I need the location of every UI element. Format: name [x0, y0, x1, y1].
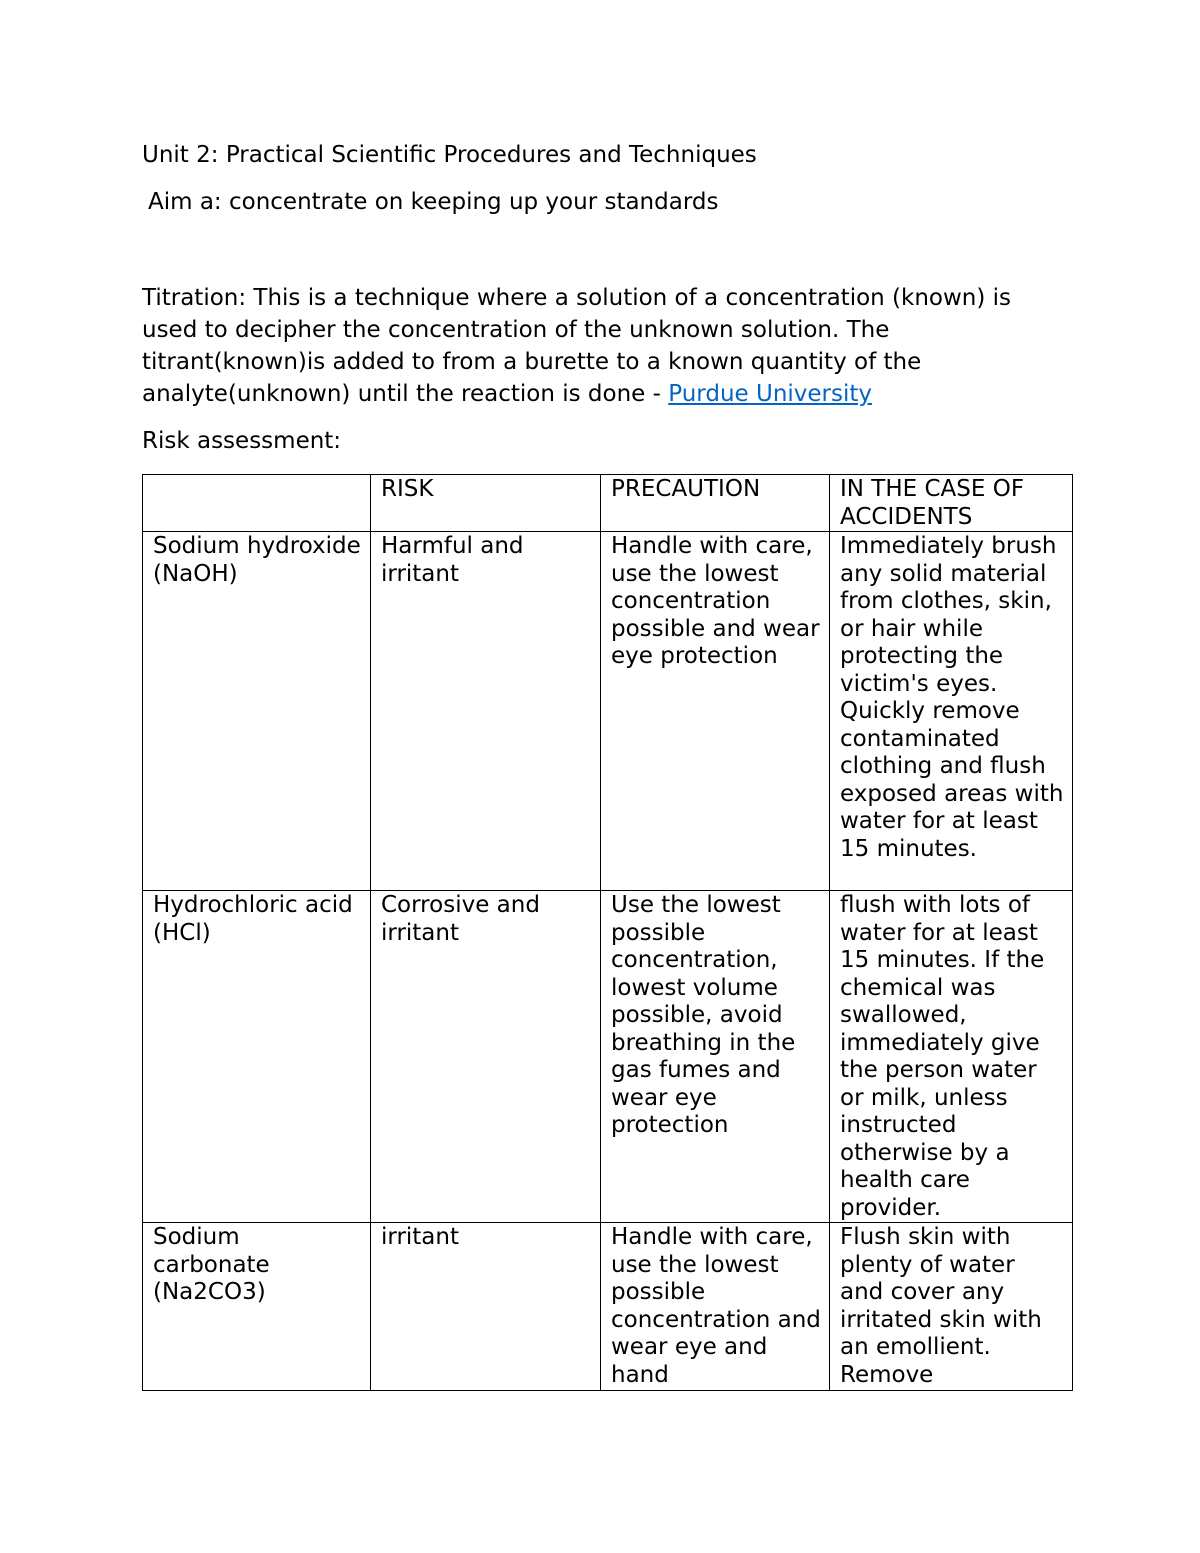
table-row: [143, 532, 1073, 891]
table-row: [143, 891, 1073, 1223]
aim-line: Aim a: concentrate on keeping up your standards: [148, 189, 719, 215]
risk-cell: [371, 1223, 601, 1391]
accident-cell: [830, 1223, 1073, 1391]
risk-cell: Harmful and irritant: [371, 532, 601, 891]
substance-cell: Hydrochloric acid (HCl): [143, 891, 371, 1223]
purdue-university-link[interactable]: Purdue University: [668, 381, 873, 407]
header-cell-risk: RISK: [371, 475, 601, 532]
substance-text: Sodium carbonate (Na2CO3): [153, 1224, 270, 1305]
header-cell-blank: [143, 475, 371, 532]
accident-cell: flush with lots of water for at least 15 minutes. If the chemical was swallowed, immediately give the person water or milk, unless instructed otherwise by a health care provider.: [830, 891, 1073, 1223]
precaution-cell: Use the lowest possible concentration, lowest volume possible, avoid breathing in the gas fumes and wear eye protection: [601, 891, 830, 1223]
header-cell-accidents: IN THE CASE OF ACCIDENTS: [830, 475, 1073, 532]
titration-text: Titration: This is a technique where a solution of a concentration (known) is used to decipher the concentration of the unknown solution. The titrant(known)is added to from a burette to a known quantity of the analyte(unknown) until the reaction is done -: [142, 285, 1012, 407]
substance-cell: [143, 1223, 371, 1391]
accident-text: Flush skin with plenty of water and cover any irritated skin with an emollient. Remove: [840, 1224, 1042, 1388]
risk-cell: Corrosive and irritant: [371, 891, 601, 1223]
precaution-cell: Handle with care, use the lowest concentration possible and wear eye protection: [601, 532, 830, 891]
table-header-row: [143, 475, 1073, 532]
risk-assessment-heading: Risk assessment:: [142, 428, 342, 454]
titration-paragraph: [142, 282, 1072, 410]
header-cell-precaution: PRECAUTION: [601, 475, 830, 532]
substance-cell: Sodium hydroxide (NaOH): [143, 532, 371, 891]
precaution-cell: [601, 1223, 830, 1391]
accident-cell: Immediately brush any solid material from clothes, skin, or hair while protecting the victim's eyes. Quickly remove contaminated clothing and flush exposed areas with water for at least 15 minutes.: [830, 532, 1073, 891]
page-title: Unit 2: Practical Scientific Procedures and Techniques: [142, 142, 757, 168]
risk-assessment-table: [142, 474, 1073, 1391]
precaution-text: Handle with care, use the lowest possible concentration and wear eye and hand: [611, 1224, 821, 1388]
table-row: [143, 1223, 1073, 1391]
risk-text: irritant: [381, 1224, 459, 1250]
